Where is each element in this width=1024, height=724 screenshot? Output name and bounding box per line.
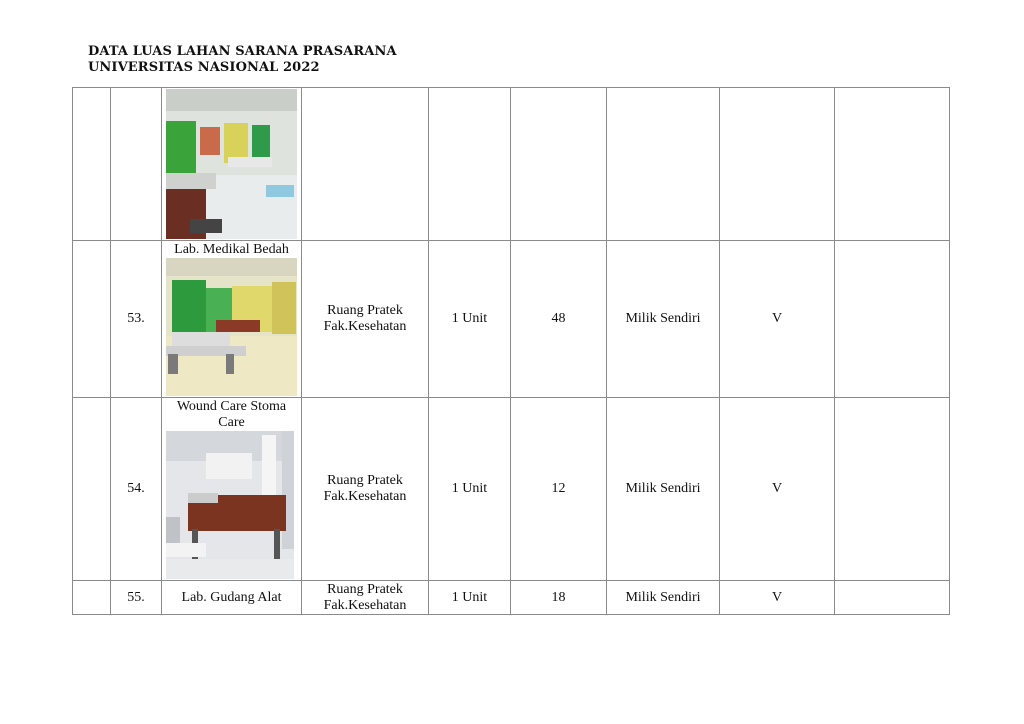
cell-jumlah xyxy=(429,88,511,241)
room-name: Wound Care Stoma Care xyxy=(176,399,287,430)
cell-keterangan xyxy=(835,241,950,398)
cell-lokasi xyxy=(302,241,429,398)
cell-lokasi xyxy=(302,398,429,581)
cell-nama: Lab. Gudang Alat xyxy=(162,581,302,615)
cell-kondisi xyxy=(720,88,835,241)
cell-blank xyxy=(73,241,111,398)
cell-kondisi: V xyxy=(720,241,835,398)
lab-medikal-bedah-photo xyxy=(166,258,297,396)
cell-jumlah: 1 Unit xyxy=(429,581,511,615)
cell-kondisi: V xyxy=(720,581,835,615)
cell-luas: 12 xyxy=(511,398,607,581)
cell-jumlah: 1 Unit xyxy=(429,398,511,581)
document-title xyxy=(88,44,397,76)
ward-photo xyxy=(166,89,297,239)
lokasi-line-2: Fak.Kesehatan xyxy=(323,489,407,504)
cell-status: Milik Sendiri xyxy=(607,581,720,615)
cell-kondisi: V xyxy=(720,398,835,581)
cell-no: 54. xyxy=(111,398,162,581)
cell-blank xyxy=(73,581,111,615)
cell-nama xyxy=(162,241,302,398)
cell-keterangan xyxy=(835,88,950,241)
cell-blank xyxy=(73,88,111,241)
cell-luas xyxy=(511,88,607,241)
cell-jumlah: 1 Unit xyxy=(429,241,511,398)
table-row xyxy=(73,581,950,615)
cell-keterangan xyxy=(835,581,950,615)
lokasi-line-2: Fak.Kesehatan xyxy=(323,597,407,613)
cell-lokasi xyxy=(302,88,429,241)
cell-no: 55. xyxy=(111,581,162,615)
table-row xyxy=(73,398,950,581)
lokasi-line-1: Ruang Pratek xyxy=(327,303,403,318)
table-row xyxy=(73,241,950,398)
facility-table xyxy=(72,87,950,615)
cell-keterangan xyxy=(835,398,950,581)
title-line-1: DATA LUAS LAHAN SARANA PRASARANA xyxy=(88,44,397,59)
cell-no: 53. xyxy=(111,241,162,398)
lokasi-line-2: Fak.Kesehatan xyxy=(323,319,407,334)
cell-status: Milik Sendiri xyxy=(607,398,720,581)
cell-status: Milik Sendiri xyxy=(607,241,720,398)
cell-luas: 48 xyxy=(511,241,607,398)
cell-nama xyxy=(162,398,302,581)
cell-lokasi xyxy=(302,581,429,615)
cell-luas: 18 xyxy=(511,581,607,615)
table-row xyxy=(73,88,950,241)
lokasi-line-1: Ruang Pratek xyxy=(327,473,403,488)
cell-status xyxy=(607,88,720,241)
cell-nama xyxy=(162,88,302,241)
cell-no xyxy=(111,88,162,241)
wound-care-photo xyxy=(166,431,297,579)
lokasi-line-1: Ruang Pratek xyxy=(327,581,403,597)
cell-blank xyxy=(73,398,111,581)
room-name: Lab. Medikal Bedah xyxy=(174,242,289,257)
title-line-2: UNIVERSITAS NASIONAL 2022 xyxy=(88,60,320,75)
